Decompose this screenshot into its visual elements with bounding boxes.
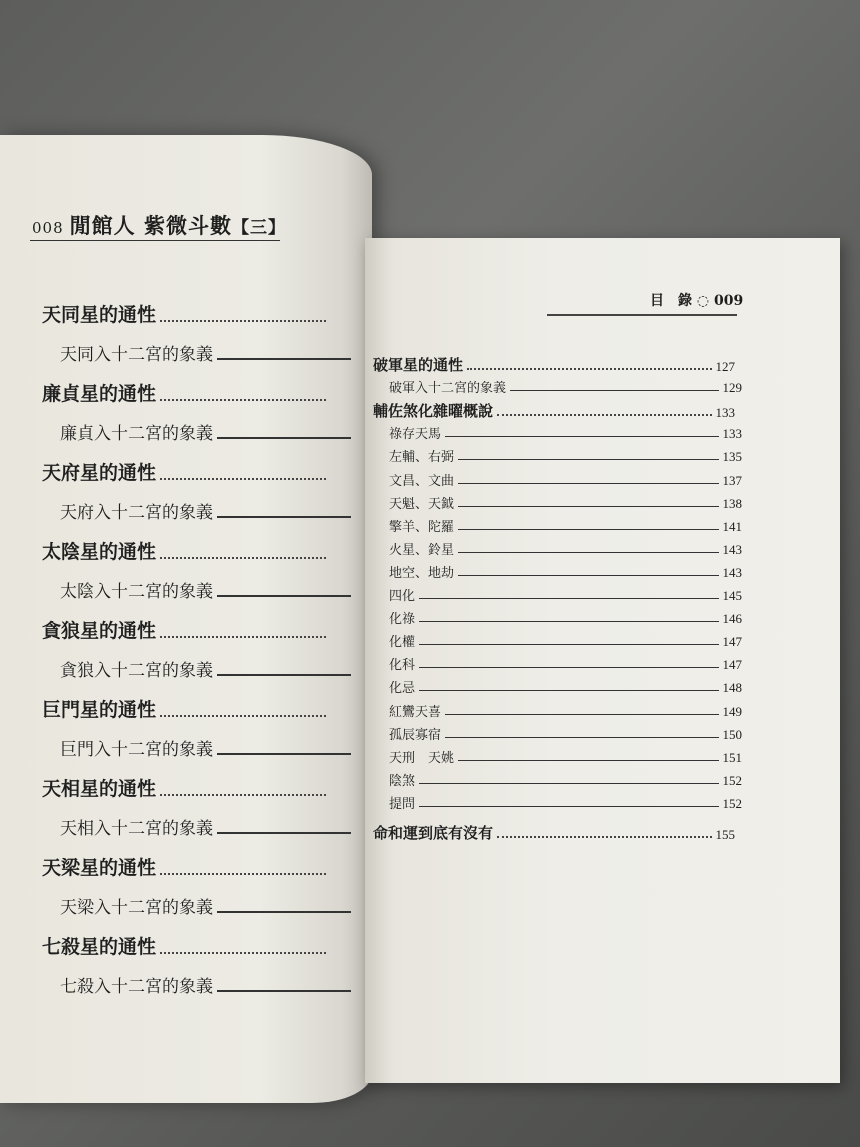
toc-page-number: 143 [722, 564, 742, 580]
toc-leader-line [497, 414, 711, 416]
toc-page-number: 135 [722, 449, 742, 465]
toc-entry-title: 化忌 [389, 681, 416, 697]
toc-leader-line [217, 595, 351, 597]
toc-leader-line [217, 516, 351, 518]
toc-page-number: 152 [722, 772, 742, 788]
toc-entry [389, 585, 742, 604]
toc-leader-line [419, 598, 718, 599]
toc-entry [60, 340, 355, 365]
right-header-rule [547, 314, 737, 316]
toc-entry [373, 400, 735, 421]
toc-entry-title: 天同星的通性 [42, 304, 157, 326]
toc-entry [389, 631, 742, 650]
toc-page-number: 151 [722, 749, 742, 765]
toc-leader-line [458, 552, 718, 553]
toc-leader-line [497, 836, 711, 838]
toc-entry [389, 423, 742, 442]
toc-page-number: 150 [722, 726, 742, 742]
left-page-header [32, 210, 286, 240]
toc-entry-title: 天相入十二宮的象義 [60, 818, 213, 839]
toc-page-number: 146 [722, 611, 742, 627]
toc-leader-line [160, 636, 326, 638]
toc-leader-line [419, 783, 718, 784]
toc-leader-line [160, 399, 326, 401]
toc-entry [42, 300, 330, 327]
toc-leader-line [217, 674, 351, 676]
toc-entry-title: 文昌、文曲 [389, 473, 455, 489]
toc-entry [389, 539, 742, 558]
toc-leader-line [160, 320, 326, 322]
toc-entry-title: 化科 [389, 658, 416, 674]
toc-page-number: 143 [722, 541, 742, 557]
toc-leader-line [217, 990, 351, 992]
toc-entry [42, 616, 330, 643]
toc-entry-title: 破軍星的通性 [373, 356, 464, 374]
toc-entry-title: 七殺入十二宮的象義 [60, 976, 213, 997]
toc-entry-title: 命和運到底有沒有 [373, 824, 494, 842]
toc-page-number: 129 [722, 380, 742, 396]
toc-entry [389, 608, 742, 627]
toc-leader-line [419, 690, 718, 691]
toc-entry [389, 677, 742, 696]
toc-entry-title: 太陰入十二宮的象義 [60, 581, 213, 602]
toc-entry-title: 太陰星的通性 [42, 541, 157, 563]
toc-entry-title: 七殺星的通性 [42, 936, 157, 958]
toc-entry-title: 孤辰寡宿 [389, 727, 442, 743]
toc-leader-line [217, 911, 351, 913]
toc-leader-line [217, 358, 351, 360]
toc-page-number: 145 [722, 588, 742, 603]
toc-page-number: 147 [722, 657, 742, 673]
toc-entry [389, 493, 742, 512]
toc-entry [389, 377, 742, 396]
toc-leader-line [160, 794, 326, 796]
left-page-number: 008 [32, 219, 64, 237]
toc-leader-line [458, 575, 718, 576]
toc-entry-title: 天府入十二宮的象義 [60, 502, 213, 523]
toc-page-number: 149 [722, 703, 742, 719]
toc-entry [389, 654, 742, 673]
toc-entry [42, 537, 330, 564]
toc-page-number: 133 [722, 426, 742, 442]
toc-leader-line [445, 714, 718, 715]
toc-leader-line [458, 483, 718, 484]
book-volume: 【三】 [231, 218, 286, 238]
toc-page-number: 155 [715, 827, 735, 842]
toc-entry [42, 853, 330, 880]
toc-entry [389, 446, 742, 465]
toc-entry-title: 天梁星的通性 [42, 857, 157, 879]
toc-leader-line [458, 459, 718, 460]
toc-leader-line [419, 667, 718, 668]
toc-leader-line [419, 806, 718, 807]
toc-entry-title: 地空、地劫 [389, 565, 455, 581]
toc-entry-title: 貪狼星的通性 [42, 620, 157, 642]
toc-entry-title: 天府星的通性 [42, 462, 157, 484]
toc-entry [389, 793, 742, 812]
toc-page-number: 133 [715, 405, 735, 421]
toc-leader-line [160, 557, 326, 559]
toc-entry-title: 化祿 [389, 612, 416, 628]
toc-entry [60, 498, 355, 523]
toc-leader-line [445, 737, 718, 738]
toc-entry-title: 四化 [389, 589, 416, 604]
toc-entry-title: 天梁入十二宮的象義 [60, 897, 213, 918]
toc-entry-title: 廉貞星的通性 [42, 383, 157, 405]
toc-leader-line [458, 506, 718, 507]
toc-leader-line [160, 478, 326, 480]
toc-entry [42, 774, 330, 801]
toc-section-title: 目 錄 [650, 293, 692, 309]
toc-entry [389, 562, 742, 581]
toc-entry-title: 貪狼入十二宮的象義 [60, 660, 213, 681]
toc-entry [373, 354, 735, 375]
toc-entry [389, 724, 742, 743]
toc-page-number: 148 [722, 680, 742, 696]
toc-page-number: 147 [722, 634, 742, 650]
toc-entry [42, 695, 330, 722]
toc-entry-title: 天魁、天鉞 [389, 496, 455, 512]
toc-entry [389, 470, 742, 489]
toc-entry [389, 747, 742, 766]
toc-entry-title: 破軍入十二宮的象義 [389, 381, 507, 397]
toc-page-number: 137 [722, 472, 742, 488]
toc-leader-line [467, 368, 711, 370]
toc-leader-line [160, 873, 326, 875]
left-header-rule [30, 240, 280, 241]
toc-leader-line [217, 437, 351, 439]
toc-entry [60, 972, 355, 997]
toc-entry-title: 天同入十二宮的象義 [60, 344, 213, 365]
toc-entry [373, 822, 735, 843]
toc-leader-line [445, 436, 718, 437]
right-page [365, 238, 840, 1083]
toc-entry [60, 893, 355, 918]
book-title: 閒館人 [69, 213, 136, 238]
toc-page-number: 138 [722, 495, 742, 511]
toc-leader-line [458, 529, 718, 530]
toc-leader-line [510, 390, 718, 391]
toc-entry [60, 419, 355, 444]
toc-leader-line [458, 760, 718, 761]
right-page-header: 目 錄 ◌ 009 [650, 293, 744, 309]
toc-entry-title: 巨門星的通性 [42, 699, 157, 721]
toc-entry [60, 577, 355, 602]
left-page [0, 135, 372, 1103]
toc-leader-line [160, 715, 326, 717]
toc-entry [389, 770, 742, 789]
toc-entry [42, 379, 330, 406]
toc-entry-title: 輔佐煞化雜曜概說 [373, 402, 494, 421]
right-page-number: 009 [713, 293, 744, 309]
toc-entry-title: 紅鸞天喜 [389, 704, 442, 720]
toc-page-number: 141 [722, 518, 742, 534]
toc-entry-title: 化權 [389, 635, 416, 651]
toc-entry-title: 陰煞 [389, 773, 416, 789]
toc-page-number: 127 [715, 359, 735, 374]
toc-entry-title: 巨門入十二宮的象義 [60, 739, 213, 760]
toc-page-number: 152 [722, 795, 742, 811]
toc-entry-title: 天相星的通性 [42, 778, 157, 800]
toc-entry-title: 火星、鈴星 [389, 542, 455, 558]
toc-leader-line [217, 832, 351, 834]
toc-entry-title: 擎羊、陀羅 [389, 519, 455, 535]
toc-entry [389, 701, 742, 720]
toc-entry-title: 左輔、右弼 [389, 450, 455, 466]
toc-leader-line [419, 644, 718, 645]
toc-entry [42, 932, 330, 959]
toc-entry [42, 458, 330, 485]
book-subtitle: 紫微斗數 [143, 213, 232, 238]
toc-leader-line [419, 621, 718, 622]
toc-entry-title: 廉貞入十二宮的象義 [60, 423, 213, 444]
toc-entry-title: 提問 [389, 796, 416, 812]
toc-entry [60, 814, 355, 839]
toc-entry [60, 735, 355, 760]
toc-entry-title: 祿存天馬 [389, 427, 442, 443]
toc-entry [389, 516, 742, 535]
toc-leader-line [160, 952, 326, 954]
toc-entry-title: 天刑 天姚 [389, 750, 455, 766]
toc-entry [60, 656, 355, 681]
toc-leader-line [217, 753, 351, 755]
